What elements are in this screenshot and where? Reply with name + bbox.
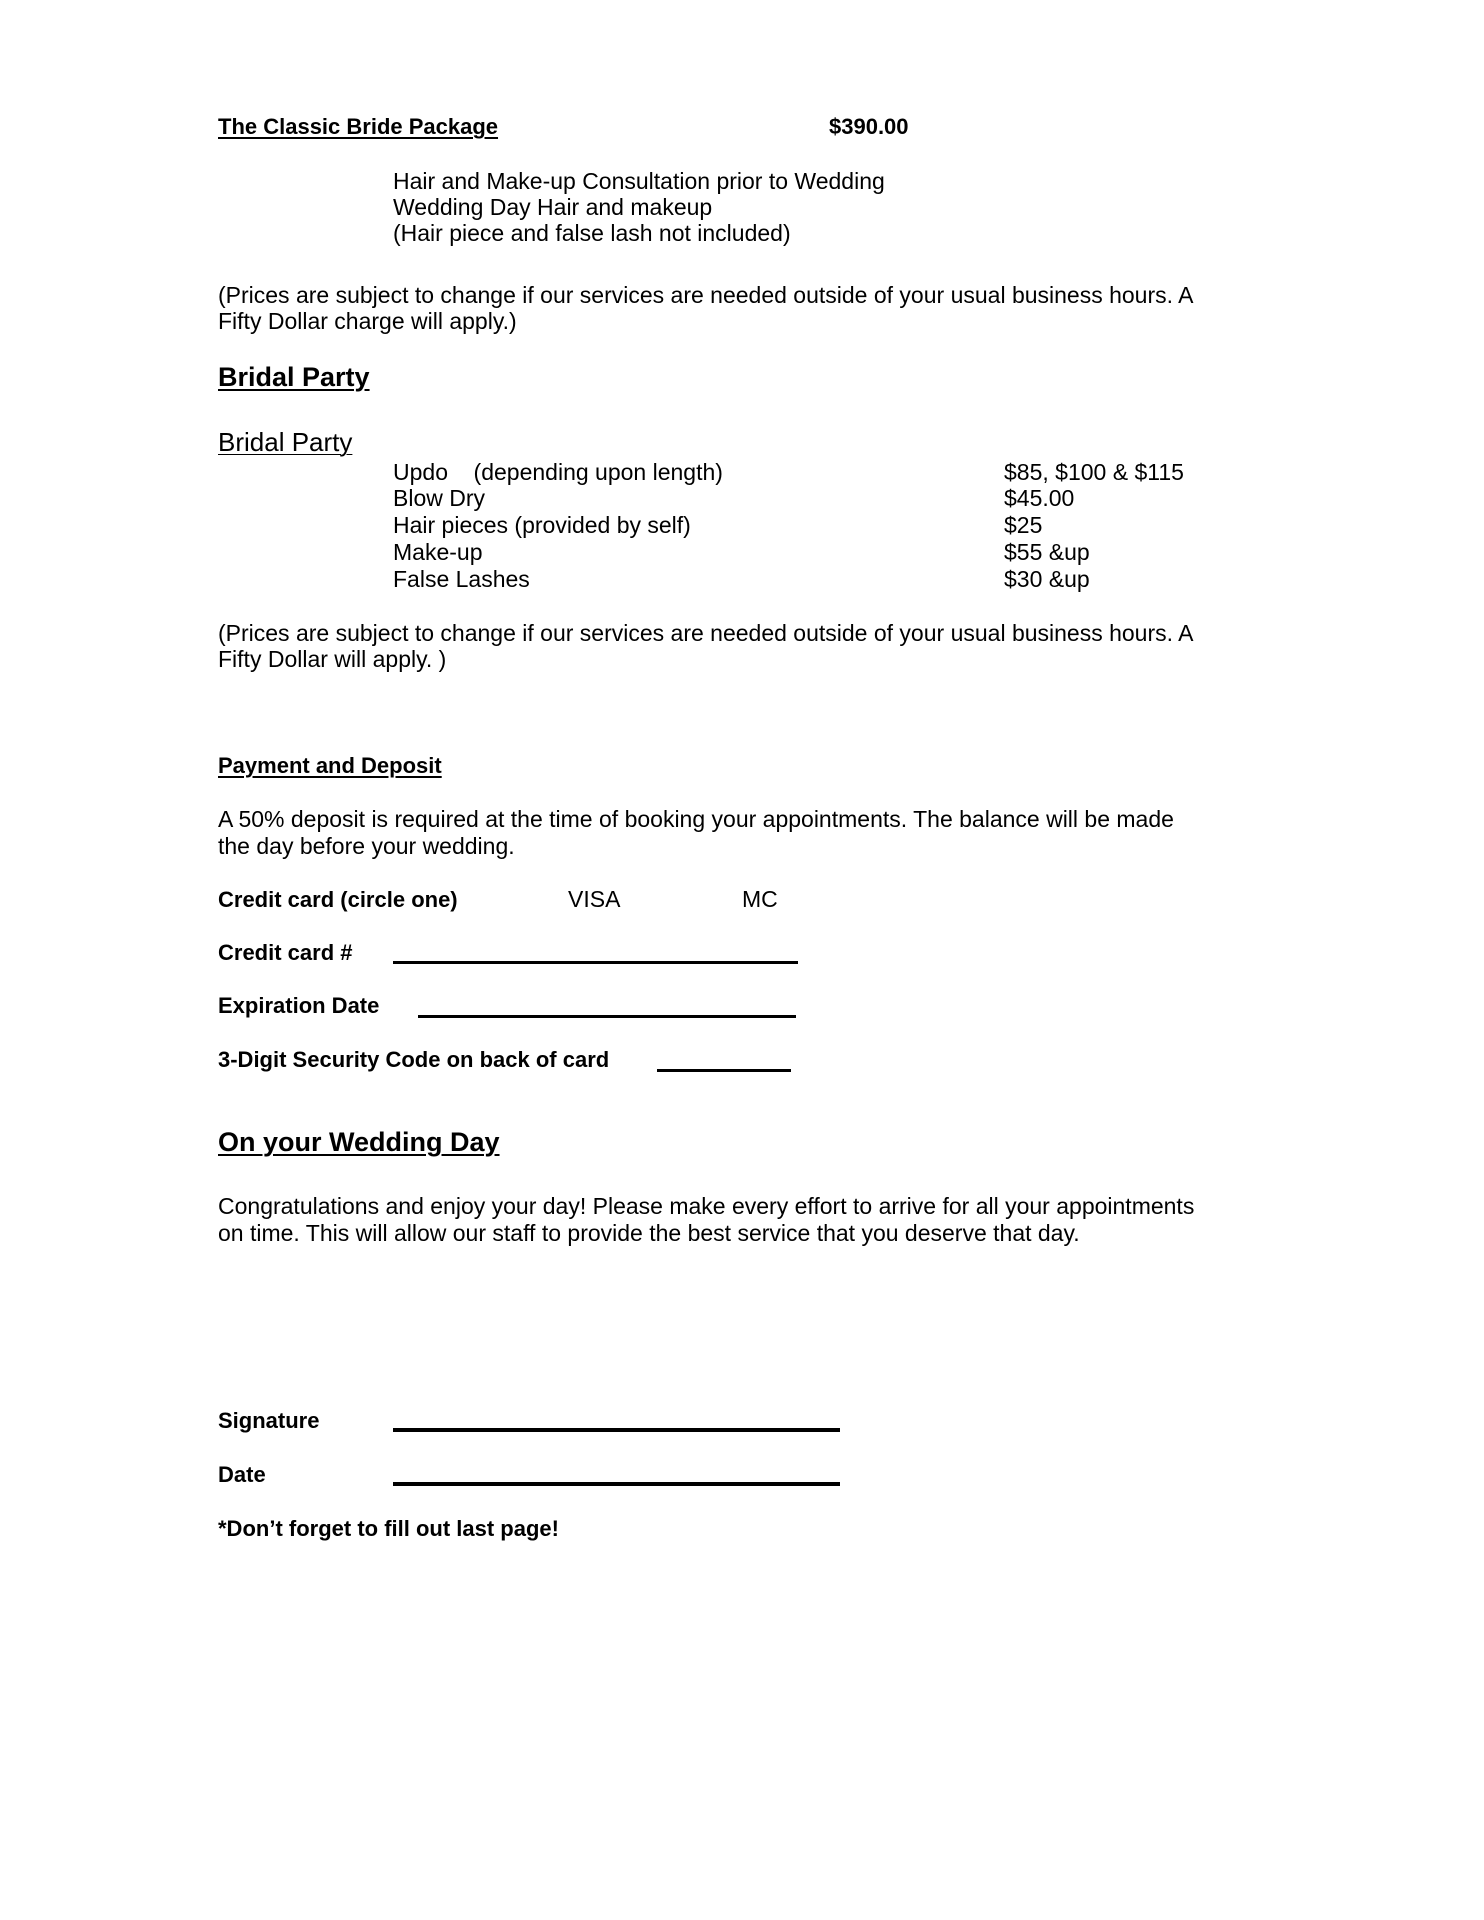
card-type-label: Credit card (circle one) <box>218 887 458 912</box>
service-name: Blow Dry <box>393 485 486 511</box>
classic-package-item: (Hair piece and false lash not included) <box>393 220 791 246</box>
service-price: $85, $100 & $115 <box>1004 459 1184 485</box>
classic-package-title: The Classic Bride Package <box>218 114 499 139</box>
service-name: False Lashes <box>393 566 530 592</box>
payment-heading: Payment and Deposit <box>218 753 442 778</box>
security-code-label: 3-Digit Security Code on back of card <box>218 1047 610 1072</box>
payment-text: the day before your wedding. <box>218 833 515 859</box>
bridal-party-subheading: Bridal Party <box>218 427 353 457</box>
service-name: Hair pieces (provided by self) <box>393 512 691 538</box>
card-number-field[interactable] <box>393 961 798 964</box>
service-price: $25 <box>1004 512 1043 538</box>
signature-label: Signature <box>218 1408 320 1433</box>
classic-package-item: Wedding Day Hair and makeup <box>393 194 713 220</box>
service-price: $55 &up <box>1004 539 1090 565</box>
service-name: Updo (depending upon length) <box>393 459 723 485</box>
expiration-field[interactable] <box>418 1015 796 1018</box>
signature-field[interactable] <box>393 1428 840 1432</box>
classic-package-price: $390.00 <box>829 114 909 139</box>
expiration-label: Expiration Date <box>218 993 380 1018</box>
bridal-party-note: Fifty Dollar will apply. ) <box>218 646 447 672</box>
bridal-party-heading: Bridal Party <box>218 362 370 392</box>
wedding-day-text: Congratulations and enjoy your day! Please make every effort to arrive for all your appointments <box>218 1193 1195 1219</box>
card-option-visa[interactable]: VISA <box>568 886 621 912</box>
bridal-party-note: (Prices are subject to change if our services are needed outside of your usual business hours. A <box>218 620 1194 646</box>
classic-package-item: Hair and Make-up Consultation prior to Wedding <box>393 168 885 194</box>
wedding-day-heading: On your Wedding Day <box>218 1127 500 1157</box>
card-number-label: Credit card # <box>218 940 353 965</box>
classic-package-note: Fifty Dollar charge will apply.) <box>218 308 517 334</box>
date-label: Date <box>218 1462 266 1487</box>
card-option-mc[interactable]: MC <box>742 886 778 912</box>
service-price: $30 &up <box>1004 566 1090 592</box>
wedding-day-text: on time. This will allow our staff to provide the best service that you deserve that day. <box>218 1220 1080 1246</box>
reminder-note: *Don’t forget to fill out last page! <box>218 1516 559 1541</box>
date-field[interactable] <box>393 1482 840 1486</box>
service-price: $45.00 <box>1004 485 1075 511</box>
service-name: Make-up <box>393 539 483 565</box>
classic-package-note: (Prices are subject to change if our services are needed outside of your usual business hours. A <box>218 282 1194 308</box>
security-code-field[interactable] <box>657 1069 791 1072</box>
payment-text: A 50% deposit is required at the time of booking your appointments. The balance will be made <box>218 806 1174 832</box>
